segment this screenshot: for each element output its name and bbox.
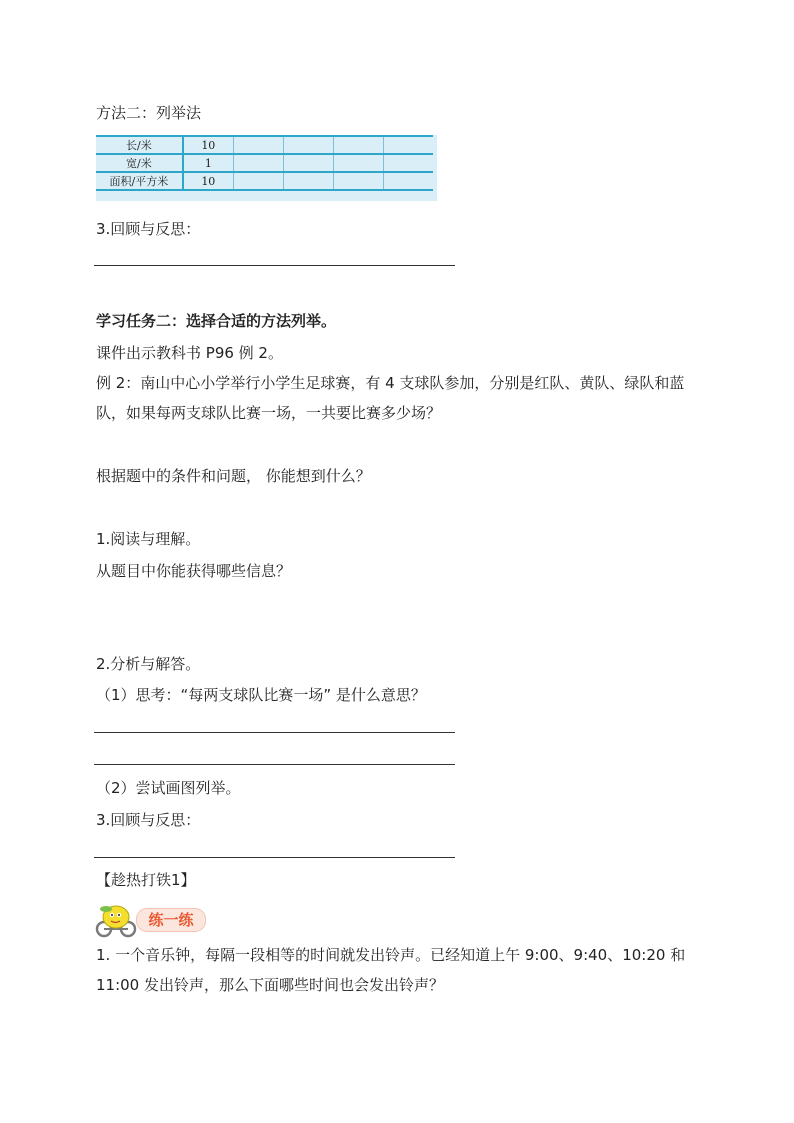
answer-line bbox=[94, 764, 455, 765]
table-cell bbox=[283, 172, 333, 190]
practice-badge bbox=[94, 902, 214, 938]
row-label: 长/米 bbox=[96, 136, 183, 154]
answer-line bbox=[94, 732, 455, 733]
table-row bbox=[96, 172, 433, 190]
lemon-bike-icon bbox=[94, 902, 142, 938]
table-cell bbox=[233, 172, 283, 190]
table-cell bbox=[383, 154, 433, 172]
table-cell bbox=[233, 136, 283, 154]
review-heading-2: 3.回顾与反思： bbox=[96, 811, 201, 829]
table-cell bbox=[383, 172, 433, 190]
table-cell bbox=[383, 136, 433, 154]
read-question: 从题目中你能获得哪些信息？ bbox=[96, 562, 292, 580]
table-row bbox=[96, 136, 433, 154]
enumeration-table bbox=[96, 135, 437, 201]
answer-line bbox=[94, 857, 455, 858]
courseware-note: 课件出示教科书 P96 例 2。 bbox=[96, 344, 283, 362]
table-cell: 10 bbox=[183, 172, 234, 190]
practice-badge-label: 练一练 bbox=[136, 908, 206, 932]
row-label: 宽/米 bbox=[96, 154, 183, 172]
example2-text: 例 2：南山中心小学举行小学生足球赛，有 4 支球队参加，分别是红队、黄队、绿队和蓝队，如果每两支球队比赛一场，一共要比赛多少场？ bbox=[96, 374, 685, 422]
table-cell bbox=[333, 172, 383, 190]
analyze-question-2: （2）尝试画图列举。 bbox=[96, 779, 241, 797]
table-cell: 1 bbox=[183, 154, 234, 172]
practice-header: 【趁热打铁1】 bbox=[96, 871, 196, 889]
analyze-title: 2.分析与解答。 bbox=[96, 655, 201, 673]
method2-title: 方法二：列举法 bbox=[96, 104, 202, 122]
table-cell bbox=[333, 136, 383, 154]
problem-1-text: 1. 一个音乐钟，每隔一段相等的时间就发出铃声。已经知道上午 9:00、9:40、10:20 和 11:00 发出铃声，那么下面哪些时间也会发出铃声？ bbox=[96, 946, 686, 994]
think-question: 根据题中的条件和问题， 你能想到什么？ bbox=[96, 467, 371, 485]
table-cell bbox=[283, 154, 333, 172]
task2-title: 学习任务二：选择合适的方法列举。 bbox=[96, 312, 337, 330]
review-heading-1: 3.回顾与反思： bbox=[96, 220, 201, 238]
read-title: 1.阅读与理解。 bbox=[96, 530, 201, 548]
table-cell: 10 bbox=[183, 136, 234, 154]
table-cell bbox=[283, 136, 333, 154]
table-cell bbox=[233, 154, 283, 172]
table-row bbox=[96, 154, 433, 172]
analyze-question-1: （1）思考：“每两支球队比赛一场” 是什么意思？ bbox=[96, 686, 426, 704]
answer-line bbox=[94, 265, 455, 266]
table-cell bbox=[333, 154, 383, 172]
row-label: 面积/平方米 bbox=[96, 172, 183, 190]
